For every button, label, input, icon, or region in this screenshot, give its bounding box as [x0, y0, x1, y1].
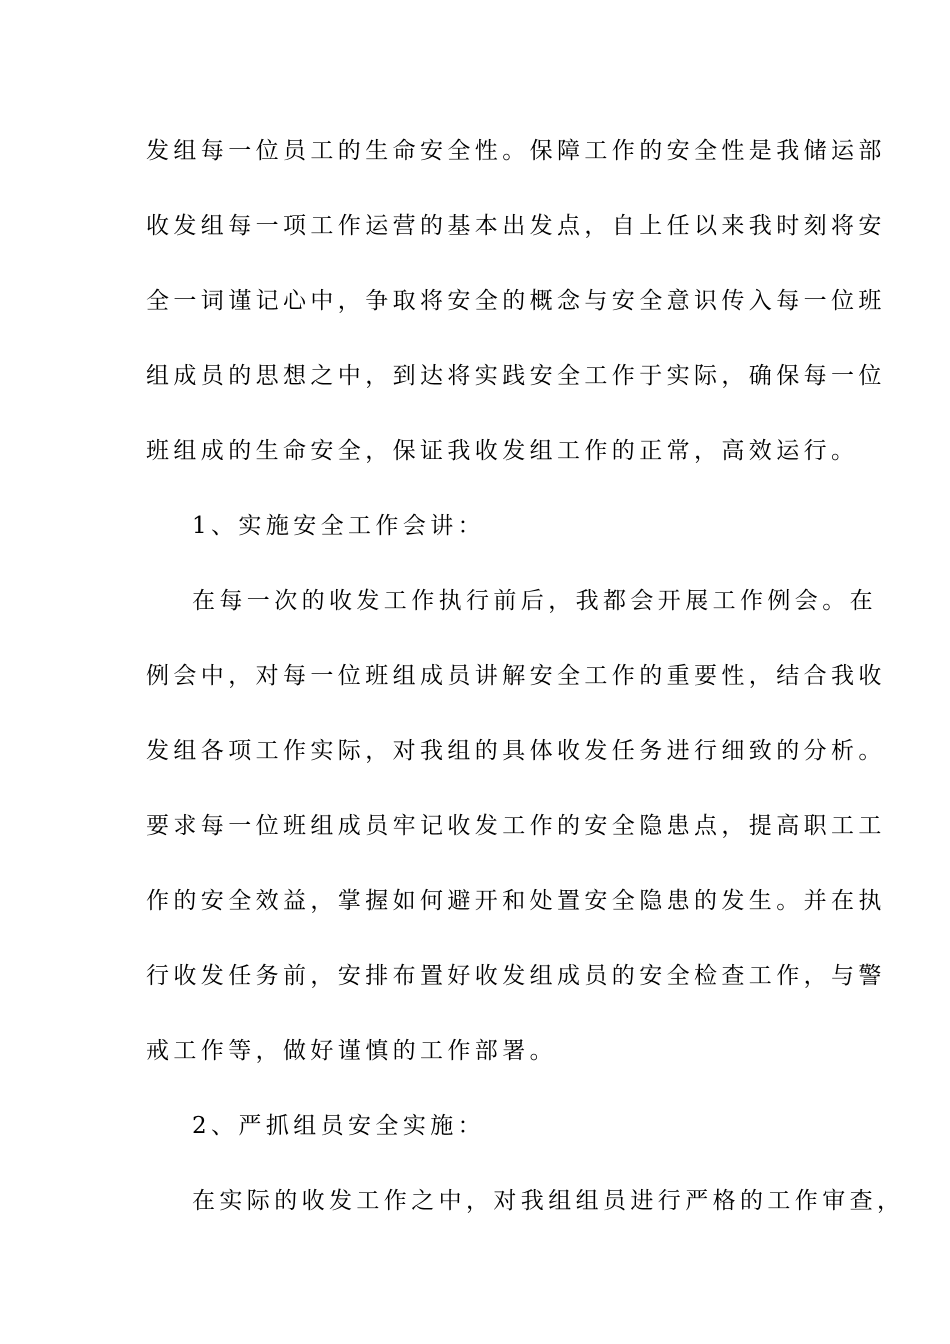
paragraph-line: 发组每一位员工的生命安全性。保障工作的安全性是我储运部 — [146, 138, 886, 164]
section-heading-1: 1、实施安全工作会讲： — [192, 513, 486, 539]
paragraph-line: 全一词谨记心中，争取将安全的概念与安全意识传入每一位班 — [146, 288, 886, 314]
paragraph-line: 组成员的思想之中，到达将实践安全工作于实际，确保每一位 — [146, 363, 886, 389]
paragraph-line: 要求每一位班组成员牢记收发工作的安全隐患点，提高职工工 — [146, 813, 886, 839]
paragraph-line: 行收发任务前，安排布置好收发组成员的安全检查工作，与警 — [146, 963, 886, 989]
paragraph-line: 发组各项工作实际，对我组的具体收发任务进行细致的分析。 — [146, 738, 886, 764]
paragraph-line: 在实际的收发工作之中，对我组组员进行严格的工作审查， — [192, 1188, 905, 1214]
section-heading-2: 2、严抓组员安全实施： — [192, 1113, 486, 1139]
paragraph-line: 班组成的生命安全，保证我收发组工作的正常，高效运行。 — [146, 438, 859, 464]
paragraph-line: 在每一次的收发工作执行前后，我都会开展工作例会。在 — [192, 588, 877, 614]
paragraph-line: 作的安全效益，掌握如何避开和处置安全隐患的发生。并在执 — [146, 888, 886, 914]
paragraph-line: 收发组每一项工作运营的基本出发点，自上任以来我时刻将安 — [146, 213, 886, 239]
paragraph-line: 戒工作等，做好谨慎的工作部署。 — [146, 1038, 557, 1064]
paragraph-line: 例会中，对每一位班组成员讲解安全工作的重要性，结合我收 — [146, 663, 886, 689]
